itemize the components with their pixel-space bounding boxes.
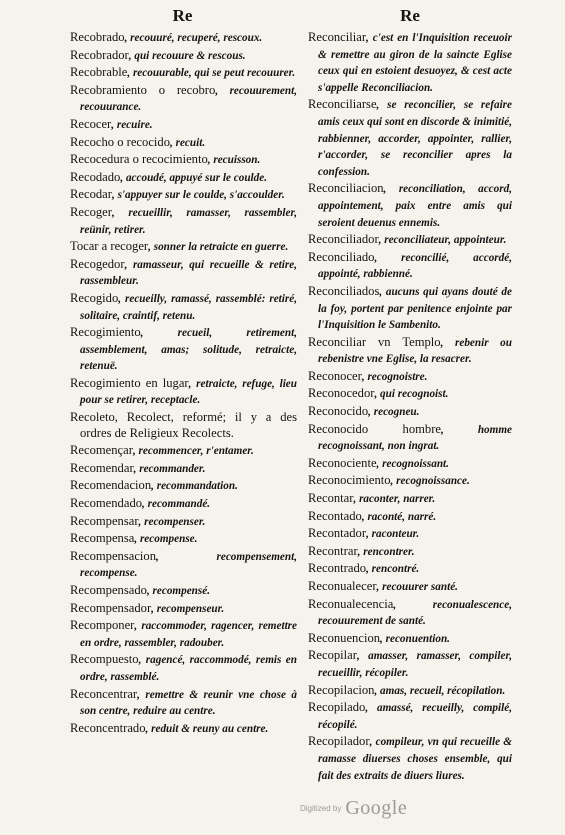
entry-headword: Reconualecer [308,579,377,593]
entry-headword: Recompuesto [70,652,139,667]
entry-headword: Recontrar [308,543,358,558]
entry-headword: Reconcentrar [70,686,138,701]
entry-translation: , recommencer, r'entamer. [132,445,254,458]
entry-translation: , recognoissance. [390,475,470,488]
entry-translation: , ragencé, raccommodé, remis en ordre, rassemblé. [80,654,297,683]
entry-translation: , recognoissant. [376,457,449,470]
google-wordmark: Google [345,797,408,819]
entry-translation: , qui recouure & rescous. [128,49,246,62]
entry-headword: Reconualecencia [308,596,394,611]
entry-translation: , accoudé, appuyé sur le coulde. [120,171,268,184]
dictionary-entry [308,335,512,368]
entry-translation: , recueilly, ramassé, rassemblé: retiré, solitaire, craintif, retenu. [80,292,297,322]
entry-headword: Recomençar [70,443,133,458]
entry-headword: Reconciliador [308,232,379,247]
entry-headword: Recocho o recocido [70,134,171,149]
entry-headword: Recompensador [70,600,152,615]
entry-headword: Recoleto, Recolect, reformé; il y a des ordres de Religieux Recolects. [70,410,297,440]
entry-translation: , recouurable, qui se peut recouurer. [127,67,296,80]
entry-translation: , raconté, narré. [361,510,437,523]
entry-headword: Recompensacion [70,548,157,563]
entry-translation: , compileur, vn qui recueille & ramasse diuerses choses ensemble, qui fait des extraits de diuers liures. [318,736,512,782]
dictionary-entry [308,97,512,180]
entry-translation: , recommandé. [142,498,211,511]
entry-translation: , recommandation. [151,480,238,493]
dictionary-entry [308,579,512,596]
entry-headword: Recomponer [70,618,135,633]
dictionary-entry [70,48,297,65]
entry-translation: , reduit & reuny au centre. [145,722,269,735]
dictionary-entry [70,496,297,513]
entry-translation: , raconter, narrer. [353,493,436,506]
dictionary-entry [70,478,297,495]
entry-headword: Reconcentrado [70,720,146,735]
entry-translation: , recompensé. [146,585,211,597]
dictionary-entry [308,404,512,421]
left-column [70,30,297,738]
entry-headword: Recogimiento [70,325,141,340]
dictionary-entry [70,325,297,375]
dictionary-entry [308,232,512,249]
entry-translation: , reconciliation, accord, appointement, paix entre amis qui seroient deuenus ennemis. [318,183,512,229]
entry-translation: , recogneu. [368,406,420,419]
dictionary-entry [70,117,297,134]
dictionary-entry [70,65,297,82]
dictionary-entry [308,700,512,733]
entry-headword: Recocer [70,116,112,131]
entry-headword: Reconciliarse [308,97,377,112]
dictionary-entry [308,473,512,490]
entry-translation: , recompenseur. [151,602,225,615]
entry-translation: , raccommoder, ragencer, remettre en ordre, rassembler, radouber. [80,620,297,649]
entry-translation: , recouuré, recuperé, rescoux. [124,32,263,44]
entry-translation: , remettre & reunir vne chose à son centre, reduire au centre. [80,688,297,718]
entry-headword: Reconocimiento [308,473,391,488]
entry-translation: , recueillir, ramasser, rassembler, reünir, retirer. [80,206,297,236]
entry-headword: Recompensar [70,513,139,528]
dictionary-entry [70,376,297,409]
digitized-label: Digitized by [300,804,342,813]
dictionary-entry [308,561,512,578]
dictionary-entry [308,456,512,473]
entry-translation: , ramasseur, qui recueille & retire, rassembleur. [80,258,297,288]
entry-translation: , c'est en l'Inquisition receuoir & remettre au giron de la saincte Eglise ceux qui en estoient desuoyez, & cest acte s'appelle Reconciliacion. [318,32,512,94]
dictionary-entry [70,443,297,460]
entry-headword: Recoger [70,204,112,219]
entry-headword: Reconociente [308,455,377,470]
dictionary-entry [70,30,297,47]
entry-translation: , s'appuyer sur le coulde, s'accoulder. [111,189,285,202]
entry-headword: Recompensa [70,531,135,546]
entry-headword: Reconciliar vn Templo [308,334,441,349]
dictionary-entry [308,369,512,386]
dictionary-entry [70,601,297,618]
entry-translation: , rencontrer. [357,545,415,558]
dictionary-entry [70,170,297,187]
entry-headword: Reconciliacion [308,181,384,196]
entry-headword: Recodar [70,187,112,202]
dictionary-entry [308,648,512,681]
entry-headword: Recopilado [308,700,366,715]
entry-translation: , rencontré. [366,563,420,576]
entry-translation: , qui recognoist. [374,388,449,401]
dictionary-entry [308,526,512,543]
entry-headword: Reconocer [308,368,362,383]
entry-translation: , amas, recueil, récopilation. [374,684,506,697]
dictionary-entry [308,250,512,283]
entry-translation: , recommander. [133,462,206,475]
entry-translation: , recompenser. [138,515,206,528]
dictionary-entry [70,461,297,478]
entry-headword: Recogido [70,290,119,305]
entry-translation: , raconteur. [366,528,420,541]
entry-headword: Recompensado [70,583,147,597]
dictionary-entry [70,205,297,238]
entry-translation: , reconciliateur, appointeur. [378,234,507,247]
entry-translation: , rebenir ou rebenistre vne Eglise, la resacrer. [318,336,512,366]
entry-headword: Recontado [308,508,362,523]
entry-headword: Reconciliados [308,283,380,298]
dictionary-entry [308,491,512,508]
digitized-footer [300,797,430,827]
dictionary-entry [70,152,297,169]
dictionary-entry [70,583,297,600]
entry-headword: Tocar a recoger [70,239,149,254]
dictionary-entry [308,631,512,648]
running-head-left: Re [172,6,193,25]
entry-headword: Recobrable [70,65,128,80]
dictionary-entry [70,721,297,738]
entry-translation: , recompense. [134,533,198,546]
entry-translation: , recognoistre. [361,370,428,383]
dictionary-entry [70,410,297,442]
entry-headword: Reconocido [308,404,369,419]
dictionary-entry [308,683,512,700]
entry-headword: Reconocido hombre [308,421,441,436]
dictionary-entry [308,544,512,561]
dictionary-entry [308,181,512,231]
entry-translation: , recuit. [170,136,206,149]
entry-translation: , amassé, recueilly, compilé, récopilé. [318,702,512,731]
dictionary-entry [70,687,297,720]
entry-headword: Recocedura o recocimiento [70,152,208,167]
entry-headword: Recomendacion [70,478,152,493]
entry-headword: Recontador [308,526,367,541]
entry-headword: Recomendar [70,460,134,475]
dictionary-entry [70,549,297,582]
entry-headword: Recopilacion [308,682,375,697]
entry-translation: , sonner la retraicte en guerre. [148,241,289,254]
dictionary-entry [70,531,297,548]
entry-translation: , recouurement, recouurance. [80,84,297,114]
dictionary-entry [308,509,512,526]
dictionary-entry [70,187,297,204]
entry-headword: Recobrado [70,30,125,44]
entry-translation: , recompensement, recompense. [80,550,297,580]
dictionary-entry [70,135,297,152]
entry-translation: , recuisson. [207,154,261,167]
entry-headword: Reconuencion [308,630,381,645]
dictionary-entry [70,618,297,651]
entry-headword: Recontar [308,491,354,506]
entry-headword: Recogimiento en lugar [70,375,189,390]
entry-headword: Recodado [70,169,121,184]
entry-translation: , se reconcilier, se refaire amis ceux qui sont en discorde & inimitié, rabbienner, accorder, appointer, rallier, r'accorder, se reconcilier apres la confession. [318,99,512,178]
entry-translation: , reconualescence, recouurement de santé. [318,598,512,628]
running-head-right: Re [400,6,420,25]
entry-translation: , retraicte, refuge, lieu pour se retirer, receptacle. [80,377,297,407]
entry-translation: , recuire. [111,118,153,131]
entry-headword: Reconciliar [308,30,367,44]
entry-translation: , amasser, ramasser, compiler, recueillir, récopiler. [318,650,512,679]
entry-translation: , aucuns qui ayans douté de la foy, portent par penitence enjointe par l'Inquisition le Sambenito. [318,285,512,332]
entry-headword: Recomendado [70,496,143,511]
entry-headword: Recopilar [308,648,357,663]
dictionary-entry [70,257,297,290]
entry-translation: , reconcilié, accordé, appointé, rabbienné. [318,251,512,281]
entry-headword: Recobramiento o recobro [70,82,216,97]
dictionary-entry [308,284,512,334]
entry-headword: Recontrado [308,561,367,576]
entry-translation: , recueil, retirement, assemblement, amas; solitude, retraicte, retenuë. [80,327,297,373]
entry-headword: Reconocedor [308,386,375,401]
dictionary-entry [308,30,512,96]
entry-headword: Recopilador [308,734,370,749]
dictionary-entry [70,514,297,531]
dictionary-entry [70,239,297,256]
entry-translation: , reconuention. [380,632,450,645]
dictionary-entry [70,652,297,685]
entry-headword: Recogedor [70,256,125,271]
entry-headword: Reconciliado [308,249,375,264]
dictionary-entry [308,734,512,784]
dictionary-entry [70,291,297,324]
dictionary-entry [308,422,512,455]
dictionary-entry [308,597,512,630]
entry-headword: Recobrador [70,47,129,62]
right-column [308,30,512,785]
dictionary-entry [308,386,512,403]
dictionary-entry [70,83,297,116]
entry-translation: , homme recognoissant, non ingrat. [318,423,512,453]
entry-translation: , recouurer santé. [376,581,458,593]
